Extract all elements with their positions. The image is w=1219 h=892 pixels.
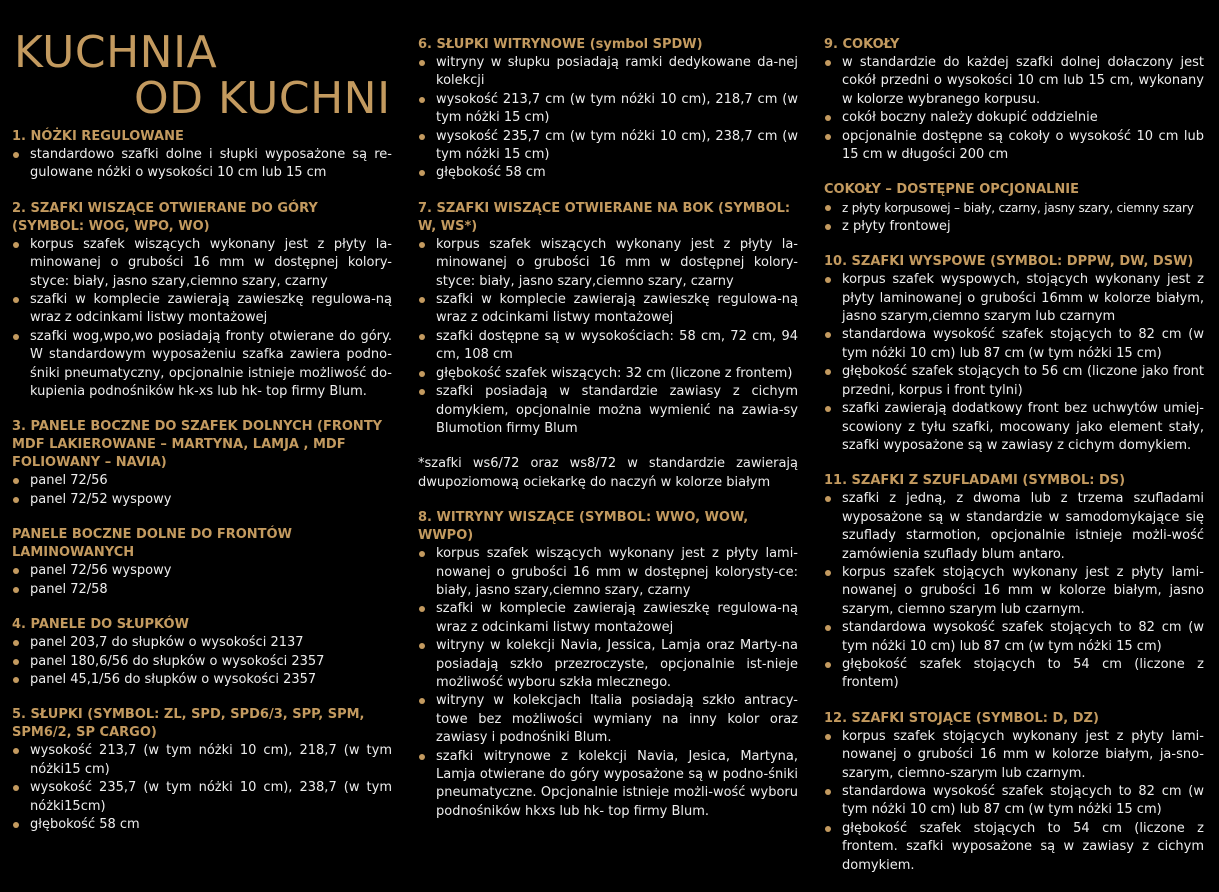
- list-item: [12, 816, 392, 834]
- section-title: 8. WITRYNY WISZĄCE (SYMBOL: WWO, WOW, WWPO): [418, 510, 749, 544]
- list-item-text: panel 180,6/56 do słupków o wysokości 2357: [30, 653, 325, 669]
- list-item-text: głębokość 58 cm: [30, 816, 140, 832]
- section-title: 9. COKOŁY: [824, 37, 900, 52]
- column-2: [418, 36, 798, 838]
- list-item-text: w standardzie do każdej szafki dolnej dołaczony jest cokół przedni o wysokości 10 cm lub 15 cm, wykonany w kolorze wybranego korpusu.: [842, 55, 1204, 107]
- bullet-list: [12, 472, 392, 509]
- bullet-list: [824, 54, 1204, 164]
- list-item: [418, 545, 798, 600]
- section-title: COKOŁY – DOSTĘPNE OPCJONALNIE: [824, 182, 1080, 198]
- section: [418, 200, 798, 438]
- bullet-list: [824, 271, 1204, 455]
- list-item: [824, 109, 1204, 127]
- list-item: [418, 236, 798, 291]
- bullet-icon: [825, 332, 831, 338]
- section: [824, 472, 1204, 692]
- list-item: [824, 271, 1204, 326]
- bullet-icon: [13, 640, 19, 646]
- list-item: [418, 637, 798, 692]
- list-item: [12, 146, 392, 183]
- list-item-text: korpus szafek wyspowych, stojących wykonany jest z płyty laminowanej o grubości 16mm w kolorze białym, jasno szarym,ciemno szarym lub czarnym: [842, 272, 1204, 325]
- list-item: [418, 91, 798, 128]
- list-item: [824, 728, 1204, 783]
- bullet-list: [12, 146, 392, 183]
- list-item-text: korpus szafek stojących wykonany jest z płyty lami-nowanej o grubości 16 mm w kolorze białym, jasno szarym, ciemno szarym lub czarnym.: [842, 564, 1204, 617]
- list-item: [824, 128, 1204, 165]
- list-item-text: szafki posiadają w standardzie zawiasy z cichym domykiem, opcjonalnie można wymienić na zawia-sy Blumotion firmy Blum: [436, 384, 798, 436]
- section-title: 6. SŁUPKI WITRYNOWE (symbol SPDW): [418, 37, 703, 52]
- list-item: [12, 742, 392, 779]
- list-item: [824, 564, 1204, 619]
- bullet-icon: [419, 606, 425, 612]
- column-1: [12, 128, 392, 851]
- list-item-text: szafki w komplecie zawierają zawieszkę regulowa-ną wraz z odcinkami listwy montażowej: [30, 292, 392, 326]
- section: [12, 616, 392, 689]
- list-item: [824, 619, 1204, 656]
- bullet-list: [824, 490, 1204, 692]
- list-item-text: standardowo szafki dolne i słupki wyposażone są re-gulowane nóżki o wysokości 10 cm lub 15 cm: [30, 147, 392, 181]
- list-item-text: głębokość szafek stojących to 56 cm (liczone jako front przedni, korpus i front tylni): [842, 364, 1204, 398]
- section-title: 12. SZAFKI STOJĄCE (SYMBOL: D, DZ): [824, 710, 1099, 726]
- section-title: PANELE BOCZNE DOLNE DO FRONTÓW LAMINOWANYCH: [12, 527, 292, 561]
- list-item: [824, 400, 1204, 455]
- list-item-text: korpus szafek wiszących wykonany jest z płyty lami-nowanej o grubości 16 mm w dostępnej kolorysty-ce: biały, jasno szary,ciemno szary, czarny: [436, 546, 798, 598]
- list-item: [418, 164, 798, 182]
- list-item-text: panel 45,1/56 do słupków o wysokości 2357: [30, 671, 317, 687]
- bullet-icon: [13, 677, 19, 683]
- list-item-text: korpus szafek stojących wykonany jest z płyty lami-nowanej o grubości 16 mm w kolorze białym, ja-sno-szarym, ciemno-szarym lub czarnym.: [842, 728, 1204, 781]
- bullet-icon: [419, 754, 425, 760]
- bullet-list: [12, 562, 392, 599]
- bullet-icon: [419, 60, 425, 66]
- section-title: 5. SŁUPKI (SYMBOL: ZL, SPD, SPD6/3, SPP, SPM, SPM6/2, SP CARGO): [12, 707, 365, 741]
- brand-line-1: KUCHNIA: [14, 27, 218, 78]
- list-item-text: wysokość 235,7 cm (w tym nóżki 10 cm), 238,7 cm (w tym nóżki 15 cm): [436, 128, 798, 163]
- bullet-icon: [419, 698, 425, 704]
- section: [12, 128, 392, 183]
- bullet-icon: [419, 242, 425, 248]
- bullet-icon: [13, 822, 19, 828]
- bullet-list: [418, 236, 798, 438]
- section-title: 11. SZAFKI Z SZUFLADAMI (SYMBOL: DS): [824, 473, 1126, 489]
- section: [824, 36, 1204, 164]
- list-item-text: szafki dostępne są w wysokościach: 58 cm, 72 cm, 94 cm, 108 cm: [436, 328, 798, 363]
- list-item: [12, 291, 392, 328]
- list-item-text: witryny w słupku posiadają ramki dedykowane da-nej kolekcji: [436, 55, 798, 89]
- bullet-icon: [825, 496, 831, 502]
- bullet-icon: [419, 170, 425, 176]
- list-item: [418, 692, 798, 747]
- bullet-icon: [825, 277, 831, 283]
- list-item: [418, 748, 798, 822]
- section: [418, 509, 798, 821]
- section-title: 3. PANELE BOCZNE DO SZAFEK DOLNYCH (FRONTY MDF LAKIEROWANE – MARTYNA, LAMJA , MDF FOLIOWANY – NAVIA): [12, 419, 383, 471]
- list-item: [12, 634, 392, 652]
- list-item-text: szafki w komplecie zawierają zawieszkę regulowa-ną wraz z odcinkami listwy montażowej: [436, 601, 798, 635]
- list-item-text: wysokość 213,7 cm (w tym nóżki 10 cm), 218,7 cm (w tym nóżki 15 cm): [436, 91, 798, 126]
- list-item: [824, 656, 1204, 693]
- list-item-text: korpus szafek wiszących wykonany jest z płyty la-minowanej o grubości 16 mm w dostępnej kolory-styce: biały, jasno szary,ciemno szary, czarny: [436, 236, 798, 289]
- list-item: [418, 600, 798, 637]
- list-item-text: głębokość szafek wiszących: 32 cm (liczone z frontem): [436, 365, 793, 381]
- list-item: [824, 820, 1204, 875]
- list-item-text: z płyty frontowej: [842, 218, 951, 234]
- list-item: [824, 199, 1204, 217]
- list-item-text: panel 72/58: [30, 581, 108, 597]
- bullet-icon: [13, 497, 19, 503]
- section-title: 7. SZAFKI WISZĄCE OTWIERANE NA BOK (SYMBOL: W, WS*): [418, 200, 791, 234]
- list-item-text: panel 72/52 wyspowy: [30, 491, 172, 507]
- bullet-icon: [825, 115, 831, 121]
- list-item-text: szafki z jedną, z dwoma lub z trzema szufladami wyposażone są w standardzie w samodomykające się szuflady starmotion, opcjonalnie istnieje możli-wość zamówienia szuflady blum antaro.: [842, 491, 1204, 562]
- list-item: [418, 365, 798, 383]
- brand-logo: [14, 27, 404, 124]
- bullet-icon: [825, 789, 831, 795]
- bullet-icon: [825, 570, 831, 576]
- list-item-text: szafki wog,wpo,wo posiadają fronty otwierane do góry. W standardowym wyposażeniu szafka zawiera podno-śniki pneumatyczny, opcjonalnie istnieje możliwość do-kupienia podnośników hk-xs lub hk- top firmy Blum.: [30, 328, 392, 400]
- list-item: [824, 326, 1204, 363]
- bullet-icon: [13, 587, 19, 593]
- bullet-list: [418, 54, 798, 183]
- list-item-text: szafki witrynowe z kolekcji Navia, Jesica, Martyna, Lamja otwierane do góry wyposażone są w podno-śniki pneumatyczne. Opcjonalnie istnieje możli-wość wyboru podnośników hkxs lub hk- top firmy Blum.: [436, 748, 798, 819]
- list-item: [12, 491, 392, 509]
- list-item: [12, 581, 392, 599]
- list-item: [824, 363, 1204, 400]
- list-item: [418, 54, 798, 91]
- bullet-icon: [13, 152, 19, 158]
- list-item: [418, 328, 798, 365]
- section: [824, 181, 1204, 236]
- footnote: *szafki ws6/72 oraz ws8/72 w standardzie zawierają dwupoziomową ociekarkę do naczyń w kolorze białym: [418, 456, 798, 490]
- bullet-list: [12, 236, 392, 402]
- section-title: 4. PANELE DO SŁUPKÓW: [12, 617, 189, 633]
- list-item: [12, 472, 392, 490]
- list-item-text: witryny w kolekcjach Italia posiadają szkło antracy-towe bez możliwości wymiany na inny kolor oraz zawiasy i podnośniki Blum.: [436, 693, 798, 746]
- bullet-icon: [13, 242, 19, 248]
- list-item: [824, 54, 1204, 109]
- section-title: 1. NÓŻKI REGULOWANE: [12, 129, 184, 144]
- bullet-list: [418, 545, 798, 821]
- list-item: [12, 653, 392, 671]
- list-item-text: głębokość szafek stojących to 54 cm (liczone z frontem): [842, 656, 1204, 691]
- bullet-icon: [825, 60, 831, 66]
- bullet-icon: [825, 662, 831, 668]
- section-title: 2. SZAFKI WISZĄCE OTWIERANE DO GÓRY (SYMBOL: WOG, WPO, WO): [12, 200, 318, 234]
- bullet-icon: [13, 568, 19, 574]
- bullet-icon: [825, 224, 831, 230]
- bullet-icon: [825, 625, 831, 631]
- list-item-text: z płyty korpusowej – biały, czarny, jasny szary, ciemny szary: [842, 201, 1194, 216]
- bullet-icon: [825, 734, 831, 740]
- list-item-text: panel 72/56: [30, 473, 108, 489]
- list-item-text: standardowa wysokość szafek stojących to 82 cm (w tym nóżki 10 cm) lub 87 cm (w tym nóżki 15 cm): [842, 327, 1204, 361]
- list-item-text: głębokość 58 cm: [436, 165, 546, 181]
- section: [12, 418, 392, 509]
- column-3: [824, 36, 1204, 892]
- section: [824, 253, 1204, 455]
- bullet-icon: [419, 551, 425, 557]
- bullet-icon: [825, 369, 831, 375]
- section: [12, 200, 392, 402]
- bullet-icon: [13, 659, 19, 665]
- list-item: [12, 779, 392, 816]
- list-item-text: standardowa wysokość szafek stojących to 82 cm (w tym nóżki 10 cm) lub 87 cm (w tym nóżki 15 cm): [842, 620, 1204, 654]
- list-item: [12, 671, 392, 689]
- list-item: [824, 490, 1204, 564]
- bullet-list: [12, 742, 392, 834]
- bullet-icon: [13, 478, 19, 484]
- list-item-text: głębokość szafek stojących to 54 cm (liczone z frontem. szafki wyposażone są w zawiasy z cichym domykiem.: [842, 820, 1204, 873]
- list-item: [12, 236, 392, 291]
- bullet-icon: [419, 371, 425, 377]
- section: [418, 36, 798, 183]
- bullet-icon: [825, 406, 831, 412]
- list-item-text: korpus szafek wiszących wykonany jest z płyty la-minowanej o grubości 16 mm w dostępnej kolory-styce: biały, jasno szary,ciemno szary, czarny: [30, 236, 392, 289]
- section: [12, 706, 392, 834]
- bullet-icon: [825, 826, 831, 832]
- brand-line-2: OD KUCHNI: [134, 73, 391, 124]
- section-title: 10. SZAFKI WYSPOWE (SYMBOL: DPPW, DW, DSW): [824, 254, 1194, 270]
- list-item: [418, 291, 798, 328]
- bullet-icon: [13, 748, 19, 754]
- list-item-text: panel 203,7 do słupków o wysokości 2137: [30, 635, 304, 651]
- section: [12, 526, 392, 599]
- bullet-icon: [825, 205, 831, 211]
- list-item-text: szafki w komplecie zawierają zawieszkę regulowa-ną wraz z odcinkami listwy montażowej: [436, 292, 798, 326]
- list-item-text: witryny w kolekcji Navia, Jessica, Lamja oraz Marty-na posiadają szkło przezroczyste, opcjonalnie ist-nieje możliwość wyboru szkła mlecznego.: [436, 638, 798, 690]
- list-item-text: standardowa wysokość szafek stojących to 82 cm (w tym nóżki 10 cm) lub 87 cm (w tym nóżki 15 cm): [842, 784, 1204, 818]
- list-item-text: wysokość 213,7 (w tym nóżki 10 cm), 218,7 (w tym nóżki15 cm): [30, 743, 392, 777]
- bullet-icon: [419, 334, 425, 340]
- list-item: [12, 328, 392, 402]
- bullet-list: [12, 634, 392, 689]
- list-item-text: cokół boczny należy dokupić oddzielnie: [842, 110, 1098, 126]
- bullet-icon: [419, 643, 425, 649]
- bullet-icon: [13, 334, 19, 340]
- list-item-text: panel 72/56 wyspowy: [30, 563, 172, 579]
- bullet-icon: [13, 297, 19, 303]
- bullet-icon: [419, 97, 425, 103]
- list-item: [12, 562, 392, 580]
- list-item-text: szafki zawierają dodatkowy front bez uchwytów umiej-scowiony z tyłu szafki, mocowany jako element stały, szafki wyposażone są w zawiasy z cichym domykiem.: [842, 401, 1204, 453]
- bullet-icon: [13, 785, 19, 791]
- list-item-text: opcjonalnie dostępne są cokoły o wysokość 10 cm lub 15 cm w długości 200 cm: [842, 128, 1204, 163]
- list-item: [418, 128, 798, 165]
- bullet-icon: [419, 297, 425, 303]
- bullet-list: [824, 728, 1204, 875]
- list-item: [824, 218, 1204, 236]
- list-item: [418, 383, 798, 438]
- bullet-icon: [825, 134, 831, 140]
- section: [824, 710, 1204, 875]
- bullet-icon: [419, 389, 425, 395]
- list-item-text: wysokość 235,7 (w tym nóżki 10 cm), 238,7 (w tym nóżki15cm): [30, 780, 392, 814]
- bullet-list: [824, 199, 1204, 236]
- list-item: [824, 783, 1204, 820]
- bullet-icon: [419, 134, 425, 140]
